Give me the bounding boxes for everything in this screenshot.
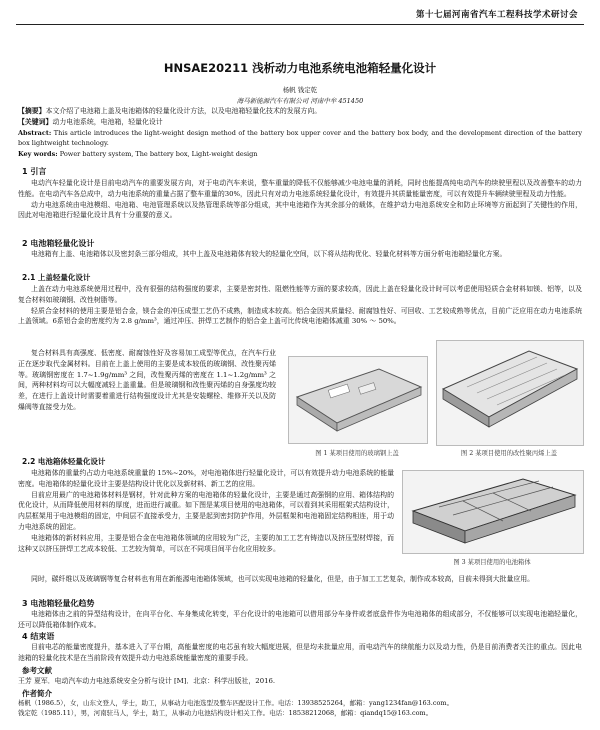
paragraph: 电池箱体的重量约占动力电池系统重量的 15%~20%，对电池箱体进行轻量化设计，可以有效提升动力电池系统的能量密度。电池箱体的轻量化设计主要是结构设计优化以及新材料、新工艺的应用。 <box>18 469 394 488</box>
section-1-body <box>18 178 582 221</box>
figure-3-image <box>402 470 584 554</box>
author-info-body <box>18 698 582 718</box>
section-2-1-composite <box>18 348 276 413</box>
author-info-item: 钱定乾（1985.11），男，河南驻马人，学士，助工，从事动力电池结构设计相关工作。电话：18538212068，邮箱：qiandq15@163.com。 <box>18 709 433 717</box>
section-2-1-heading: 2.1 上盖轻量化设计 <box>22 273 91 282</box>
figure-2-image <box>436 340 584 446</box>
section-4-body <box>18 642 582 664</box>
paragraph: 电池箱有上盖、电池箱体以及密封条三部分组成，其中上盖及电池箱体有较大的轻量化空间，以下将从结构优化、轻量化材料等方面分析电池箱轻量化方案。 <box>31 250 507 258</box>
author-info-item: 杨帆（1986.5），女，山东文登人，学士，助工，从事动力电池选型及整车匹配设计工作。电话：13938525264，邮箱：yang1234fan@163.com。 <box>18 699 454 707</box>
paragraph: 上盖在动力电池系统使用过程中，没有很强的结构强度的要求，主要是密封性、阻燃性能等方面的要求较高，因此上盖在轻量化设计时可以考虑使用轻质合金材料如镁、铝等，以及复合材料如玻璃钢、改性树脂等。 <box>18 285 582 304</box>
header-rule <box>16 24 584 25</box>
paragraph: 电池箱体的新材料应用，主要是铝合金在电池箱体领域的应用较为广泛，主要的加工工艺有铸造以及挤压型材焊接，而这种又以挤压拼焊工艺成本较低、工艺较为简单，可以在不同项目间平台化应用较多。 <box>18 533 394 553</box>
paragraph: 电池箱体由之前的异型结构设计，在向平台化、车身集成化转变，平台化设计的电池箱可以借用部分车身件或者底盘件作为电池箱体的组成部分，不仅能够可以实现电池箱轻量化，还可以降低箱体制作成本。 <box>18 610 582 629</box>
section-2-heading: 2 电池箱轻量化设计 <box>22 239 95 248</box>
section-2-intro <box>18 249 582 260</box>
battery-box-illustration <box>403 471 583 553</box>
figure-2-caption: 图 2 某项目使用的改性聚丙烯上盖 <box>460 450 558 457</box>
pp-cover-illustration <box>437 341 583 445</box>
figure-3-caption: 图 3 某项目使用的电池箱体 <box>453 559 531 566</box>
section-2-1-body <box>18 284 582 327</box>
conference-header: 第十七届河南省汽车工程科技学术研讨会 <box>415 10 578 20</box>
paper-title: HNSAE20211 浅析动力电池系统电池箱轻量化设计 <box>163 61 437 75</box>
keywords-en: Key words: Power battery system, The battery box, Light-weight design <box>18 150 258 159</box>
keywords-cn: 【关键词】动力电池系统，电池箱，轻量化设计 <box>18 117 163 126</box>
paragraph: 目前应用最广的电池箱体材料是钢材，针对此种方案的电池箱体的轻量化设计，主要是通过高强钢的应用、箱体结构的优化设计，从而降低使用材料的厚度，进而进行减重。如下图是某项目使用的电池箱体，可以看到其采用框架式结构设计，内层框架用于电池模组的固定，中间层不直接承受力，主要是起到密封防护作用，外层框架和电池箱固定结构相连，用于动力电池系统的固定。 <box>18 490 394 531</box>
section-4-heading: 4 结束语 <box>22 632 55 641</box>
abstract-cn: 【摘要】本文介绍了电池箱上盖及电池箱体的轻量化设计方法，以及电池箱轻量化技术的发展方向。 <box>18 107 322 115</box>
reference-item: 王芳 夏军．电动汽车动力电池系统安全分析与设计 [M]．北京：科学出版社，2016. <box>18 677 276 685</box>
references-heading: 参考文献 <box>22 666 52 675</box>
figure-1-caption: 图 1 某项目使用的玻璃钢上盖 <box>315 450 399 457</box>
authors: 杨帆 钱定乾 <box>282 86 318 94</box>
section-2-2-tail <box>18 574 582 585</box>
abstract-block <box>18 106 582 160</box>
abstract-en: Abstract: This article introduces the light-weight design method of the battery box upper cover and the battery box body, and the development direction of the battery box lightweight technology. <box>18 128 582 148</box>
section-2-2-body <box>18 468 394 554</box>
paragraph: 同时，碳纤维以及玻璃钢等复合材料也有用在新能源电池箱体领域，也可以实现电池箱的轻量化，但是，由于加工工艺复杂，制作成本较高，目前未得到大批量应用。 <box>31 575 535 583</box>
paragraph: 动力电池系统由电池模组、电池箱、电池管理系统以及热管理系统等部分组成，其中电池箱作为其余部分的载体，在维护动力电池系统安全和防止环境等方面起到了关键性的作用，因此对电池箱进行轻量化设计具有十分重要的意义。 <box>18 200 582 220</box>
figure-1-image <box>288 356 428 444</box>
paragraph: 复合材料具有高强度、低密度、耐腐蚀性好及容易加工成型等优点，在汽车行业正在逐步取代金属材料。目前在上盖上使用的主要是成本较低的玻璃钢、改性聚丙烯等。玻璃钢密度在 1.7~1.9g/mm³ 之间，改性聚丙烯的密度在 1.1~1.2g/mm³ 之间，两种材料均可以大幅度减轻上盖重量。但是玻璃钢和改性聚丙烯的自身强度均较差，在进行上盖设计时需要着重进行结构强度设计尤其是安装螺栓、维修开关以及防爆阀等直接受力处。 <box>18 349 276 411</box>
section-1-heading: 1 引言 <box>22 167 47 176</box>
paragraph: 目前电芯的能量密度提升，基本进入了平台期，高能量密度的电芯虽有较大幅度进展，但是均未批量应用，而电动汽车的续航能力以及动力性，仍是目前消费者关注的重点。因此电池箱的轻量化技术是在当前阶段有效提升动力电池系统能量密度的重要手段。 <box>18 643 582 662</box>
section-2-2-heading: 2.2 电池箱体轻量化设计 <box>22 457 106 466</box>
paragraph: 电动汽车轻量化设计是目前电动汽车的重要发展方向，对于电动汽车来说，整车重量的降低不仅能够减少电池电量的消耗，同时也能提高纯电动汽车的续驶里程以及改善整车的动力性能。在电动汽车各总成中，动力电池系统的重量占据了整车重量的30%，因此只有对动力电池系统轻量化设计，有效提升其质量能量密度，可以有效提升车辆续驶里程及动力性能。 <box>18 179 582 198</box>
affiliation: 海马新能源汽车有限公司 河南中牟 451450 <box>236 97 364 105</box>
section-3-heading: 3 电池箱轻量化趋势 <box>22 599 95 608</box>
glass-fiber-cover-illustration <box>289 357 427 443</box>
paragraph: 轻质合金材料的使用主要是铝合金，镁合金的冲压成型工艺仍不成熟，制造成本较高。铝合金因其质量轻、耐腐蚀性好、可回收、工艺较成熟等优点，目前广泛应用在动力电池系统上盖领域。6系铝合金的密度约为 2.8 g/mm³，通过冲压、拼焊工艺制作的铝合金上盖可比传统电池箱体减重 30% ～ 50%。 <box>18 306 582 326</box>
author-info-heading: 作者简介 <box>22 689 52 698</box>
section-3-body <box>18 609 582 631</box>
